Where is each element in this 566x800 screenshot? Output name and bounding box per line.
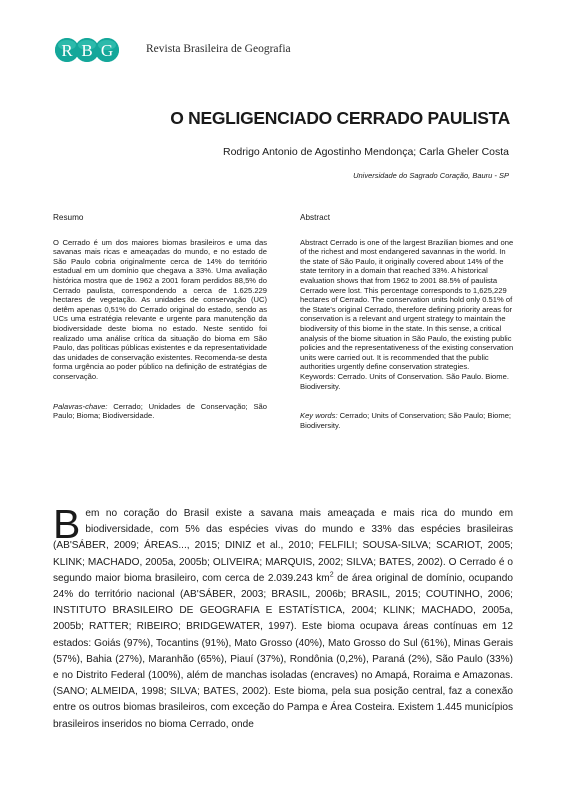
logo-letter-b: B	[81, 40, 93, 60]
logo-letter-r: R	[61, 40, 73, 60]
article-title: O NEGLIGENCIADO CERRADO PAULISTA	[170, 108, 510, 128]
abstract-heading: Abstract	[300, 213, 331, 222]
resumo-text: O Cerrado é um dos maiores biomas brasileiros e uma das savanas mais ricas e ameaçadas do mundo, e no estado de São Paulo cobria originalmente cerca de 14% do território estadual em um domínio que chegava a 33%. Uma avaliação histórica mostra que de 1962 a 2001 foram perdidos 88,5% do Cerrado paulista, correspondendo a cerca de 1.625.229 hectares de vegetação. As unidades de conservação (UC) detêm apenas 0,51% do Cerrado original do estado, sendo as UCs uma estratégia relevante e urgente para manutenção da biodiversidade deste bioma no estado. Neste sentido foi realizado uma análise crítica da situação do bioma em São Paulo, das políticas públicas existentes e da representatividade das unidades de conservação existentes. Recomenda-se desta forma urgência ao poder público na definição de estratégias de conservação.	[53, 237, 267, 381]
journal-logo	[55, 36, 115, 64]
logo-bubble-g	[95, 38, 119, 62]
body-paragraph	[53, 501, 513, 733]
resumo-keywords-label: Palavras-chave:	[53, 401, 108, 411]
abstract-keywords-line: Keywords: Cerrado. Units of Conservation. São Paulo. Biome. Biodiversity.	[300, 371, 509, 391]
superscript-2: 2	[329, 571, 334, 579]
resumo-heading: Resumo	[53, 213, 84, 222]
abstract-keywords	[300, 411, 514, 430]
body-text-part2: de área original de domínio, ocupando 24% do território nacional (AB'SÁBER, 2003; BRASIL, 2006b; BRASIL, 2015; COUTINHO, 2006; INSTITUTO BRASILEIRO DE GEOGRAFIA E ESTATÍSTICA, 2004; KLINK; MACHADO, 2005a, 2005b; RATTER; RIBEIRO; BRIDGEWATER, 1997). Este bioma ocupava áreas contínuas em 12 estados: Goiás (97%), Tocantins (91%), Mato Grosso (40%), Mato Grosso do Sul (61%), Minas Gerais (57%), Bahia (27%), Maranhão (65%), Piauí (37%), Rondônia (0,2%), Paraná (2%), São Paulo (33%) e no Distrito Federal (100%), além de manchas isoladas (encraves) no Amapá, Roraima e Amazonas. (SANO; ALMEIDA, 1998; SILVA; BATES, 2002). Este bioma, pela sua posição central, faz a conexão entre os outros biomas brasileiros, com exceção do Pampa e Área Costeira. Existem 1.445 municípios brasileiros inseridos no bioma Cerrado, onde	[53, 572, 513, 730]
resumo-column	[53, 213, 267, 421]
logo-letter-g: G	[100, 40, 114, 60]
abstract-text: Abstract Cerrado is one of the largest Brazilian biomes and one of the richest and most endangered savannas in the world. In the state of São Paulo, it originally covered about 14% of the state territory in a domain that reached 33%. A historical evaluation shows that from 1962 to 2001 88.5% of paulista Cerrado were lost. This percentage corresponds to 1,625,229 hectares of Cerrado. The conservation units hold only 0.51% of the State's original Cerrado, therefore defining priority areas for conservation is a relevant and urgent strategy to maintain the biodiversity of this biome in the state. In this sense, a critical analysis of the biome situation in São Paulo, the existing public policies and the representativeness of the existing conservation units were carried out. It is recommended that the public authorities urgently define conservation strategies.	[300, 237, 514, 372]
abstract-keywords-label: Key words:	[300, 411, 338, 421]
drop-cap: B	[53, 501, 81, 547]
abstract-column	[300, 213, 514, 430]
resumo-keywords	[53, 402, 267, 421]
body-text-part1: em no coração do Brasil existe a savana mais ameaçada e mais rica do mundo em biodiversidade, com 5% das espécies vivas do mundo e 33% das espécies brasileiras (AB'SÁBER, 2009; ÁREAS..., 2015; DINIZ et al., 2010; FELFILI; SOUSA-SILVA; SCARIOT, 2005; KLINK; MACHADO, 2005a, 2005b; OLIVEIRA; MARQUIS, 2002; SILVA; BATES, 2002). O Cerrado é o segundo maior bioma brasileiro, com cerca de 2.039.243 km	[53, 508, 513, 584]
article-authors: Rodrigo Antonio de Agostinho Mendonça; Carla Gheler Costa	[222, 146, 509, 158]
journal-name: Revista Brasileira de Geografia	[146, 43, 291, 55]
resumo-keywords-list: Cerrado; Unidades de Conservação; São Paulo; Bioma; Biodiversidade.	[53, 401, 267, 421]
author-affiliation: Universidade do Sagrado Coração, Bauru - SP	[353, 171, 509, 180]
abstract-keywords-list: Cerrado; Units of Conservation; São Paulo; Biome; Biodiversity.	[300, 411, 512, 430]
